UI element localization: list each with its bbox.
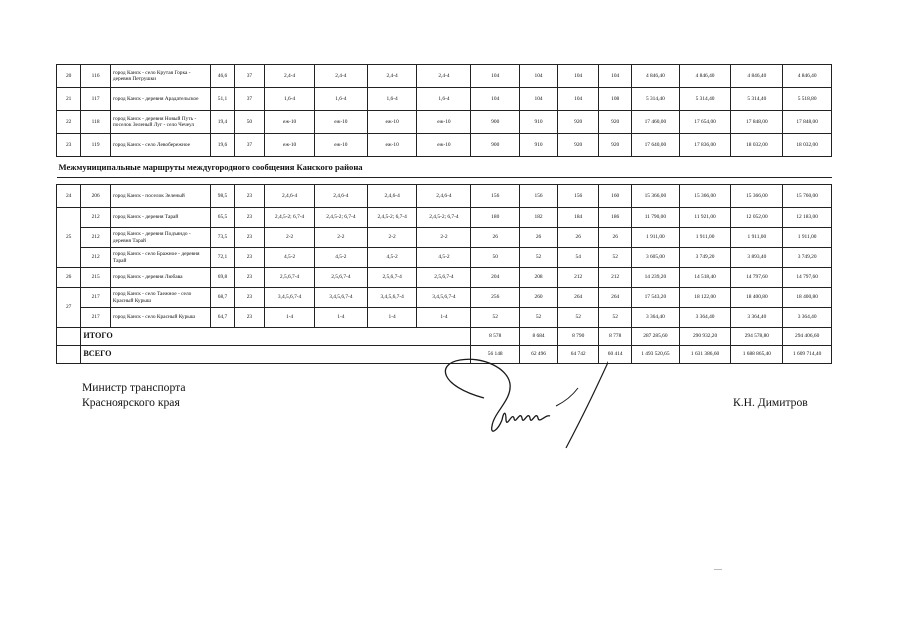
route-code: 119 xyxy=(81,134,111,157)
amount-cell: 3 364,40 xyxy=(783,308,832,328)
trips-cell: 204 xyxy=(471,268,520,288)
route-code: 215 xyxy=(81,268,111,288)
amount-cell: 1 911,00 xyxy=(632,228,680,248)
trips-cell: 184 xyxy=(558,208,599,228)
amount-total: 1 688 865,40 xyxy=(731,346,783,364)
trips-cell: 104 xyxy=(471,65,520,88)
trips-cell: 920 xyxy=(558,111,599,134)
route-code: 217 xyxy=(81,308,111,328)
trips-total: 60 414 xyxy=(599,346,632,364)
empty-cell xyxy=(57,346,81,364)
handwritten-signature xyxy=(438,356,608,452)
amount-cell: 4 846,40 xyxy=(632,65,680,88)
table-row xyxy=(57,88,832,111)
schedule-cell: 3,4,5,6,7-4 xyxy=(367,288,417,308)
position-line-2: Красноярского края xyxy=(82,396,180,409)
amount-cell: 5 314,40 xyxy=(632,88,680,111)
trips-cell: 900 xyxy=(471,134,520,157)
trips-cell: 54 xyxy=(558,248,599,268)
row-number: 20 xyxy=(57,65,81,88)
trips-cell: 910 xyxy=(520,111,558,134)
schedule-cell: 2,4,6-4 xyxy=(367,185,417,208)
schedule-cell: 3,4,5,6,7-4 xyxy=(417,288,471,308)
trips-cell: 104 xyxy=(520,65,558,88)
trips-cell: 264 xyxy=(558,288,599,308)
bus-capacity: 23 xyxy=(234,228,265,248)
trips-total: 62 496 xyxy=(520,346,558,364)
trips-cell: 264 xyxy=(599,288,632,308)
amount-cell: 1 911,00 xyxy=(679,228,731,248)
routes-table xyxy=(56,64,832,364)
route-length: 46,6 xyxy=(211,65,234,88)
row-number: 21 xyxy=(57,88,81,111)
signatory-name: К.Н. Димитров xyxy=(733,396,808,409)
route-code: 116 xyxy=(81,65,111,88)
bus-capacity: 23 xyxy=(234,288,265,308)
schedule-cell: 4,5-2 xyxy=(417,248,471,268)
trips-cell: 156 xyxy=(520,185,558,208)
bus-capacity: 23 xyxy=(234,208,265,228)
schedule-cell: 2,4-4 xyxy=(367,65,417,88)
schedule-cell: 2,4,6-4 xyxy=(314,185,367,208)
schedule-cell: 2,5,6,7-4 xyxy=(417,268,471,288)
amount-cell: 14 239,20 xyxy=(632,268,680,288)
row-number: 22 xyxy=(57,111,81,134)
amount-cell: 3 893,40 xyxy=(731,248,783,268)
route-code: 212 xyxy=(81,248,111,268)
trips-total: 8 578 xyxy=(471,328,520,346)
schedule-cell: 2,4-4 xyxy=(314,65,367,88)
trips-cell: 104 xyxy=(558,88,599,111)
route-length: 98,5 xyxy=(211,185,234,208)
route-name: город Канск - деревня Арадательское xyxy=(110,88,210,111)
spacer xyxy=(57,178,832,185)
trips-total: 8 778 xyxy=(599,328,632,346)
trips-cell: 910 xyxy=(520,134,558,157)
bus-capacity: 37 xyxy=(234,88,265,111)
amount-cell: 1 911,00 xyxy=(731,228,783,248)
trips-cell: 156 xyxy=(471,185,520,208)
schedule-cell: 4,5-2 xyxy=(314,248,367,268)
route-name: город Канск - село Красный Курыш xyxy=(110,308,210,328)
schedule-cell: 2,5,6,7-4 xyxy=(314,268,367,288)
amount-cell: 15 366,00 xyxy=(679,185,731,208)
schedule-cell: 4,5-2 xyxy=(367,248,417,268)
amount-cell: 18 032,00 xyxy=(731,134,783,157)
route-name: город Канск - село Бражное - деревня Тарай xyxy=(110,248,210,268)
trips-cell: 260 xyxy=(520,288,558,308)
trips-cell: 50 xyxy=(471,248,520,268)
row-number: 23 xyxy=(57,134,81,157)
route-name: город Канск - деревня Новый Путь - поселок Зеленый Луг - село Чечеул xyxy=(110,111,210,134)
schedule-cell: 2,4,5-2; 6,7-4 xyxy=(417,208,471,228)
amount-cell: 4 846,40 xyxy=(731,65,783,88)
trips-cell: 104 xyxy=(471,88,520,111)
subtotal-label: ИТОГО xyxy=(81,328,471,346)
amount-total: 1 609 714,40 xyxy=(783,346,832,364)
trips-cell: 256 xyxy=(471,288,520,308)
trips-cell: 52 xyxy=(558,308,599,328)
amount-cell: 17 836,00 xyxy=(679,134,731,157)
amount-cell: 17 460,00 xyxy=(632,111,680,134)
amount-cell: 15 366,00 xyxy=(632,185,680,208)
amount-cell: 4 846,40 xyxy=(783,65,832,88)
schedule-cell: 3,4,5,6,7-4 xyxy=(265,288,315,308)
schedule-cell: 1,6-4 xyxy=(314,88,367,111)
amount-cell: 14 797,60 xyxy=(731,268,783,288)
amount-cell: 17 640,00 xyxy=(632,134,680,157)
table-row xyxy=(57,268,832,288)
schedule-cell: 1-4 xyxy=(417,308,471,328)
route-code: 118 xyxy=(81,111,111,134)
amount-cell: 5 314,40 xyxy=(731,88,783,111)
trips-cell: 180 xyxy=(471,208,520,228)
table-row xyxy=(57,228,832,248)
route-code: 217 xyxy=(81,288,111,308)
trips-cell: 186 xyxy=(599,208,632,228)
table-row xyxy=(57,208,832,228)
trips-cell: 900 xyxy=(471,111,520,134)
table-row xyxy=(57,65,832,88)
amount-cell: 18 032,00 xyxy=(783,134,832,157)
amount-cell: 1 911,00 xyxy=(783,228,832,248)
amount-cell: 4 846,40 xyxy=(679,65,731,88)
empty-cell xyxy=(57,328,81,346)
schedule-cell: 2-2 xyxy=(367,228,417,248)
table-row xyxy=(57,308,832,328)
schedule-cell: 2-2 xyxy=(265,228,315,248)
amount-cell: 15 760,00 xyxy=(783,185,832,208)
amount-cell: 17 848,00 xyxy=(731,111,783,134)
trips-cell: 52 xyxy=(599,248,632,268)
trips-cell: 108 xyxy=(599,88,632,111)
amount-cell: 12 052,00 xyxy=(731,208,783,228)
table-row xyxy=(57,111,832,134)
route-name: город Канск - село Таежное - село Красный Курыш xyxy=(110,288,210,308)
amount-total: 294 578,80 xyxy=(731,328,783,346)
scan-mark xyxy=(714,569,722,570)
schedule-cell: 2,5,6,7-4 xyxy=(367,268,417,288)
table-row xyxy=(57,288,832,308)
amount-cell: 14 518,40 xyxy=(679,268,731,288)
schedule-cell: еж-10 xyxy=(265,111,315,134)
amount-cell: 3 749,20 xyxy=(783,248,832,268)
route-length: 65,5 xyxy=(211,208,234,228)
amount-cell: 14 797,60 xyxy=(783,268,832,288)
amount-cell: 11 921,00 xyxy=(679,208,731,228)
trips-cell: 26 xyxy=(471,228,520,248)
route-name: город Канск - деревня Подъяндо - деревня Тарай xyxy=(110,228,210,248)
amount-total: 1 631 386,60 xyxy=(679,346,731,364)
trips-cell: 920 xyxy=(599,134,632,157)
bus-capacity: 50 xyxy=(234,111,265,134)
schedule-cell: 2,4-4 xyxy=(265,65,315,88)
trips-cell: 156 xyxy=(558,185,599,208)
schedule-cell: 2-2 xyxy=(417,228,471,248)
schedule-cell: еж-10 xyxy=(417,111,471,134)
schedule-cell: 2-2 xyxy=(314,228,367,248)
trips-cell: 920 xyxy=(558,134,599,157)
trips-cell: 212 xyxy=(558,268,599,288)
bus-capacity: 23 xyxy=(234,268,265,288)
schedule-cell: 1-4 xyxy=(265,308,315,328)
amount-cell: 18 400,80 xyxy=(731,288,783,308)
amount-total: 290 932,20 xyxy=(679,328,731,346)
route-code: 212 xyxy=(81,228,111,248)
trips-cell: 182 xyxy=(520,208,558,228)
trips-cell: 52 xyxy=(520,308,558,328)
amount-cell: 12 183,00 xyxy=(783,208,832,228)
schedule-cell: 1,6-4 xyxy=(367,88,417,111)
subtotal-row xyxy=(57,328,832,346)
amount-cell: 11 790,00 xyxy=(632,208,680,228)
trips-total: 8 790 xyxy=(558,328,599,346)
section-heading-row xyxy=(57,157,832,178)
signatory-position xyxy=(82,380,185,410)
trips-cell: 52 xyxy=(520,248,558,268)
route-length: 19,4 xyxy=(211,111,234,134)
trips-cell: 104 xyxy=(558,65,599,88)
trips-cell: 26 xyxy=(558,228,599,248)
row-number: 24 xyxy=(57,185,81,208)
bus-capacity: 23 xyxy=(234,185,265,208)
table-row xyxy=(57,248,832,268)
route-name: город Канск - поселок Зеленый xyxy=(110,185,210,208)
table-row xyxy=(57,185,832,208)
route-length: 64,7 xyxy=(211,308,234,328)
schedule-cell: 2,4-4 xyxy=(417,65,471,88)
schedule-cell: 1-4 xyxy=(367,308,417,328)
schedule-cell: еж-10 xyxy=(265,134,315,157)
schedule-cell: 1,6-4 xyxy=(417,88,471,111)
schedule-cell: 1,6-4 xyxy=(265,88,315,111)
amount-cell: 3 364,40 xyxy=(679,308,731,328)
amount-cell: 3 364,40 xyxy=(632,308,680,328)
route-code: 212 xyxy=(81,208,111,228)
trips-cell: 104 xyxy=(599,65,632,88)
bus-capacity: 23 xyxy=(234,248,265,268)
route-length: 72,1 xyxy=(211,248,234,268)
schedule-cell: 2,4,5-2; 6,7-4 xyxy=(314,208,367,228)
schedule-cell: 1-4 xyxy=(314,308,367,328)
trips-cell: 104 xyxy=(520,88,558,111)
spacer-row xyxy=(57,178,832,185)
schedule-cell: 2,4,6-4 xyxy=(417,185,471,208)
schedule-cell: еж-10 xyxy=(314,134,367,157)
amount-cell: 17 654,00 xyxy=(679,111,731,134)
trips-total: 8 684 xyxy=(520,328,558,346)
route-length: 73,5 xyxy=(211,228,234,248)
trips-cell: 208 xyxy=(520,268,558,288)
schedule-cell: 2,4,5-2; 6,7-4 xyxy=(367,208,417,228)
amount-cell: 3 364,40 xyxy=(731,308,783,328)
route-code: 206 xyxy=(81,185,111,208)
route-code: 117 xyxy=(81,88,111,111)
bus-capacity: 37 xyxy=(234,65,265,88)
schedule-cell: 2,5,6,7-4 xyxy=(265,268,315,288)
route-name: город Канск - деревня Тарай xyxy=(110,208,210,228)
trips-total: 56 148 xyxy=(471,346,520,364)
amount-total: 1 493 520,65 xyxy=(632,346,680,364)
bus-capacity: 37 xyxy=(234,134,265,157)
trips-cell: 160 xyxy=(599,185,632,208)
amount-cell: 18 122,00 xyxy=(679,288,731,308)
position-line-1: Министр транспорта xyxy=(82,381,186,394)
route-length: 69,8 xyxy=(211,268,234,288)
schedule-cell: еж-10 xyxy=(417,134,471,157)
amount-cell: 3 749,20 xyxy=(679,248,731,268)
amount-cell: 5 314,40 xyxy=(679,88,731,111)
trips-cell: 52 xyxy=(471,308,520,328)
amount-cell: 3 605,00 xyxy=(632,248,680,268)
trips-total: 64 742 xyxy=(558,346,599,364)
schedule-cell: 2,4,5-2; 6,7-4 xyxy=(265,208,315,228)
schedule-cell: 3,4,5,6,7-4 xyxy=(314,288,367,308)
table-row xyxy=(57,134,832,157)
schedule-cell: еж-10 xyxy=(367,134,417,157)
trips-cell: 920 xyxy=(599,111,632,134)
route-length: 51,1 xyxy=(211,88,234,111)
route-length: 68,7 xyxy=(211,288,234,308)
row-number: 27 xyxy=(57,288,81,328)
grand-total-label: ВСЕГО xyxy=(81,346,471,364)
trips-cell: 26 xyxy=(520,228,558,248)
amount-cell: 18 400,80 xyxy=(783,288,832,308)
amount-total: 287 285,60 xyxy=(632,328,680,346)
route-name: город Канск - село Крутая Горка - деревня Петрушки xyxy=(110,65,210,88)
trips-cell: 26 xyxy=(599,228,632,248)
bus-capacity: 23 xyxy=(234,308,265,328)
section-heading: Межмуниципальные маршруты междугородного сообщения Канского района xyxy=(57,157,832,178)
amount-total: 294 406,60 xyxy=(783,328,832,346)
schedule-cell: 4,5-2 xyxy=(265,248,315,268)
route-length: 19,6 xyxy=(211,134,234,157)
schedule-cell: 2,4,6-4 xyxy=(265,185,315,208)
trips-cell: 212 xyxy=(599,268,632,288)
amount-cell: 15 366,00 xyxy=(731,185,783,208)
route-name: город Канск - село Левобережное xyxy=(110,134,210,157)
trips-cell: 52 xyxy=(599,308,632,328)
amount-cell: 5 518,80 xyxy=(783,88,832,111)
amount-cell: 17 543,20 xyxy=(632,288,680,308)
row-number: 25 xyxy=(57,208,81,268)
row-number: 26 xyxy=(57,268,81,288)
amount-cell: 17 848,00 xyxy=(783,111,832,134)
route-name: город Канск - деревня Любава xyxy=(110,268,210,288)
schedule-cell: еж-10 xyxy=(367,111,417,134)
schedule-cell: еж-10 xyxy=(314,111,367,134)
